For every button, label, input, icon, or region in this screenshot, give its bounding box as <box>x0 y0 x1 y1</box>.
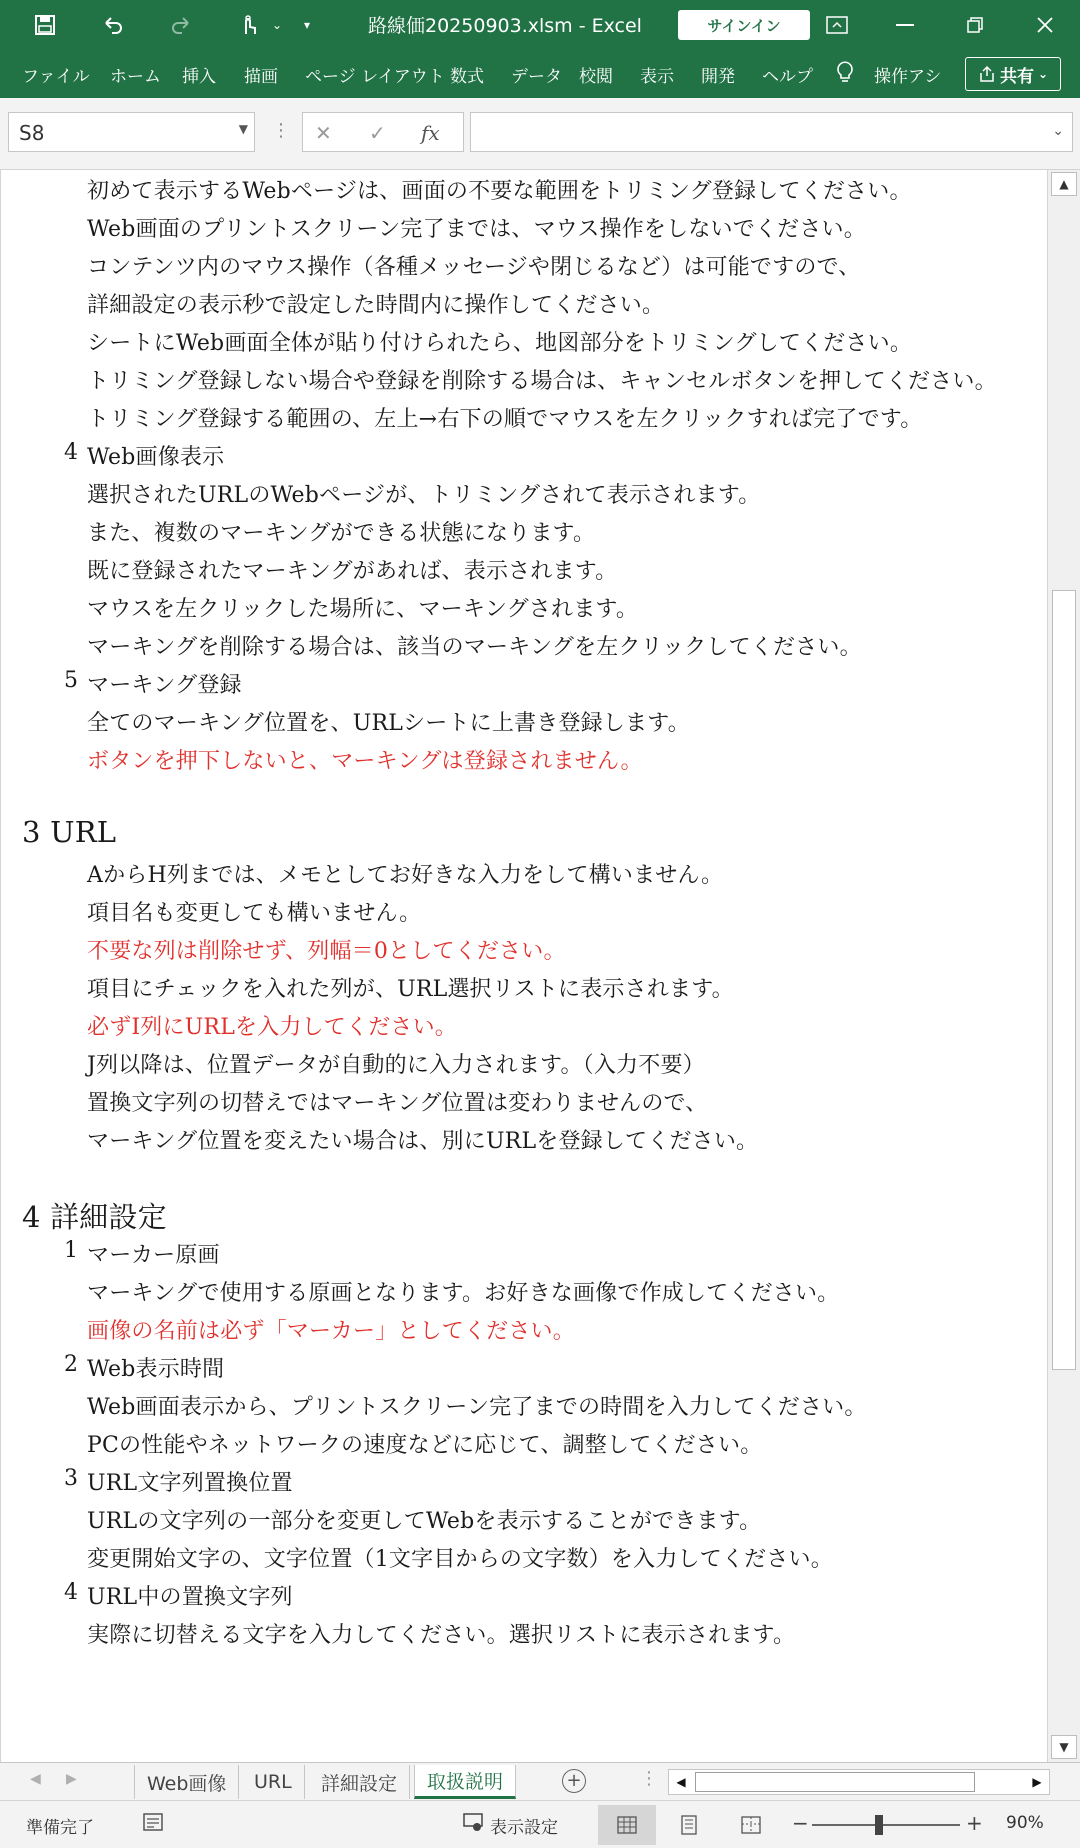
tab-review[interactable]: 校閲 <box>579 67 613 87</box>
vertical-scroll-thumb[interactable] <box>1052 590 1076 1370</box>
text-line: コンテンツ内のマウス操作（各種メッセージや閉じるなど）は可能ですので、 <box>87 255 861 280</box>
item-title: Web画像表示 <box>87 445 225 470</box>
sheet-tab-manual[interactable]: 取扱説明 <box>414 1765 516 1799</box>
tell-me-search[interactable]: 操作アシ <box>874 67 942 87</box>
warning-line: 不要な列は削除せず、列幅＝0としてください。 <box>87 939 566 964</box>
warning-line: ボタンを押下しないと、マーキングは登録されません。 <box>87 749 643 774</box>
item-number: 2 <box>64 1352 78 1377</box>
tab-home[interactable]: ホーム <box>110 67 161 87</box>
zoom-level[interactable]: 90% <box>1006 1813 1044 1833</box>
sheet-tab-bar <box>0 1762 1080 1800</box>
minimize-icon[interactable] <box>888 8 922 42</box>
name-box[interactable] <box>8 112 255 152</box>
scroll-right-icon[interactable]: ▶ <box>1032 1775 1042 1789</box>
prev-sheet-icon[interactable]: ◀ <box>30 1771 41 1787</box>
item-title: URL中の置換文字列 <box>87 1585 293 1610</box>
scroll-down-icon[interactable]: ▼ <box>1051 1735 1077 1759</box>
tab-draw[interactable]: 描画 <box>244 67 278 87</box>
normal-view-icon[interactable] <box>598 1805 656 1845</box>
vertical-scrollbar[interactable] <box>1047 170 1080 1762</box>
section-heading: 3 URL <box>22 815 117 849</box>
text-line: マーキングで使用する原画となります。お好きな画像で作成してください。 <box>87 1281 840 1306</box>
next-sheet-icon[interactable]: ▶ <box>66 1771 77 1787</box>
sheet-tab-settings[interactable]: 詳細設定 <box>309 1765 410 1799</box>
text-line: PCの性能やネットワークの速度などに応じて、調整してください。 <box>87 1433 763 1458</box>
signin-button[interactable]: サインイン <box>678 10 810 40</box>
page-layout-view-icon[interactable] <box>660 1805 718 1845</box>
item-number: 1 <box>64 1238 78 1263</box>
text-line: また、複数のマーキングができる状態になります。 <box>87 521 596 546</box>
ribbon-display-options-icon[interactable] <box>820 8 854 42</box>
text-line: 変更開始文字の、文字位置（1文字目からの文字数）を入力してください。 <box>87 1547 833 1572</box>
horizontal-scroll-thumb[interactable] <box>695 1772 975 1792</box>
scroll-up-icon[interactable]: ▲ <box>1051 172 1077 196</box>
text-line: Web画面表示から、プリントスクリーン完了までの時間を入力してください。 <box>87 1395 867 1420</box>
tab-formulas[interactable]: 数式 <box>450 67 484 87</box>
share-button[interactable] <box>965 57 1061 91</box>
text-line: 置換文字列の切替えではマーキング位置は変わりませんので、 <box>87 1091 708 1116</box>
display-settings-icon[interactable] <box>462 1811 484 1838</box>
tab-file[interactable]: ファイル <box>22 67 90 87</box>
text-line: 詳細設定の表示秒で設定した時間内に操作してください。 <box>87 293 665 318</box>
text-line: URLの文字列の一部分を変更してWebを表示することができます。 <box>87 1509 762 1534</box>
text-line: 項目名も変更しても構いません。 <box>87 901 422 926</box>
zoom-slider-thumb[interactable] <box>875 1815 883 1835</box>
text-line: AからH列までは、メモとしてお好きな入力をして構いません。 <box>87 863 724 888</box>
text-line: 項目にチェックを入れた列が、URL選択リストに表示されます。 <box>87 977 734 1002</box>
text-line: マウスを左クリックした場所に、マーキングされます。 <box>87 597 639 622</box>
text-line: トリミング登録しない場合や登録を削除する場合は、キャンセルボタンを押してください。 <box>87 369 997 394</box>
text-line: マーキングを削除する場合は、該当のマーキングを左クリックしてください。 <box>87 635 862 660</box>
item-title: マーキング登録 <box>87 673 242 698</box>
formula-bar <box>0 98 1080 170</box>
warning-line: 必ずI列にURLを入力してください。 <box>87 1015 458 1040</box>
tab-data[interactable]: データ <box>511 67 562 87</box>
scroll-left-icon[interactable]: ◀ <box>676 1775 686 1789</box>
add-sheet-icon[interactable]: + <box>562 1769 586 1793</box>
sheet-tab-url[interactable]: URL <box>242 1765 305 1799</box>
text-line: 既に登録されたマーキングがあれば、表示されます。 <box>87 559 618 584</box>
zoom-slider[interactable] <box>812 1824 960 1826</box>
share-icon <box>978 65 996 83</box>
expand-formula-bar-icon[interactable]: ⌄ <box>1052 123 1064 139</box>
tab-view[interactable]: 表示 <box>640 67 674 87</box>
redo-icon[interactable] <box>164 8 198 42</box>
item-title: URL文字列置換位置 <box>87 1471 293 1496</box>
cancel-icon[interactable]: ✕ <box>315 121 332 145</box>
text-line: 選択されたURLのWebページが、トリミングされて表示されます。 <box>87 483 761 508</box>
restore-icon[interactable] <box>958 8 992 42</box>
item-number: 4 <box>64 1580 78 1605</box>
sheet-tab-web-image[interactable]: Web画像 <box>134 1765 239 1799</box>
item-title: マーカー原画 <box>87 1243 220 1268</box>
text-line: マーキング位置を変えたい場合は、別にURLを登録してください。 <box>87 1129 759 1154</box>
worksheet-area[interactable] <box>0 170 1047 1762</box>
insert-function-button[interactable]: fx <box>421 121 440 145</box>
touch-mode-dropdown-icon[interactable]: ⌄ <box>271 18 283 32</box>
ready-status: 準備完了 <box>26 1818 94 1838</box>
lightbulb-icon[interactable] <box>836 60 854 89</box>
formula-tools <box>302 112 464 152</box>
name-box-dropdown-icon[interactable]: ▼ <box>238 122 248 136</box>
text-line: 初めて表示するWebページは、画面の不要な範囲をトリミング登録してください。 <box>87 179 912 204</box>
display-settings-button[interactable]: 表示設定 <box>490 1818 558 1838</box>
tab-insert[interactable]: 挿入 <box>182 67 216 87</box>
formula-bar-grip-icon[interactable]: ⋮ <box>272 120 290 141</box>
zoom-in-icon[interactable]: + <box>966 1811 983 1835</box>
share-label: 共有 <box>999 66 1034 87</box>
customize-qat-icon[interactable]: ▾ <box>303 18 311 32</box>
page-break-view-icon[interactable] <box>722 1805 780 1845</box>
enter-icon[interactable]: ✓ <box>369 121 386 145</box>
save-icon[interactable] <box>28 8 62 42</box>
accessibility-icon[interactable] <box>142 1811 164 1838</box>
undo-icon[interactable] <box>96 8 130 42</box>
tab-split-grip-icon[interactable]: ⋮ <box>640 1768 658 1789</box>
item-number: 4 <box>64 440 78 465</box>
item-title: Web表示時間 <box>87 1357 225 1382</box>
tab-page-layout[interactable]: ページ レイアウト <box>305 67 445 87</box>
title-bar <box>0 0 1080 50</box>
warning-line: 画像の名前は必ず「マーカー」としてください。 <box>87 1319 575 1344</box>
name-box-value: S8 <box>19 121 45 145</box>
section-heading: 4 詳細設定 <box>22 1200 167 1234</box>
text-line: トリミング登録する範囲の、左上→右下の順でマウスを左クリックすれば完了です。 <box>87 407 923 432</box>
zoom-out-icon[interactable]: − <box>792 1811 809 1835</box>
status-bar <box>0 1800 1080 1848</box>
text-line: J列以降は、位置データが自動的に入力されます。（入力不要） <box>87 1053 705 1078</box>
tab-help[interactable]: ヘルプ <box>762 67 813 87</box>
text-line: 実際に切替える文字を入力してください。選択リストに表示されます。 <box>87 1623 796 1648</box>
text-line: 全てのマーキング位置を、URLシートに上書き登録します。 <box>87 711 690 736</box>
close-icon[interactable] <box>1028 8 1062 42</box>
tab-developer[interactable]: 開発 <box>701 67 735 87</box>
item-number: 3 <box>64 1466 78 1491</box>
ribbon-tabs <box>0 50 1080 98</box>
item-number: 5 <box>64 668 78 693</box>
horizontal-scrollbar[interactable] <box>668 1769 1050 1795</box>
share-dropdown-icon: ⌄ <box>1037 67 1049 81</box>
text-line: シートにWeb画面全体が貼り付けられたら、地図部分をトリミングしてください。 <box>87 331 913 356</box>
text-line: Web画面のプリントスクリーン完了までは、マウス操作をしないでください。 <box>87 217 866 242</box>
formula-input[interactable] <box>470 112 1073 152</box>
window-title: 路線価20250903.xlsm - Excel <box>368 15 642 37</box>
